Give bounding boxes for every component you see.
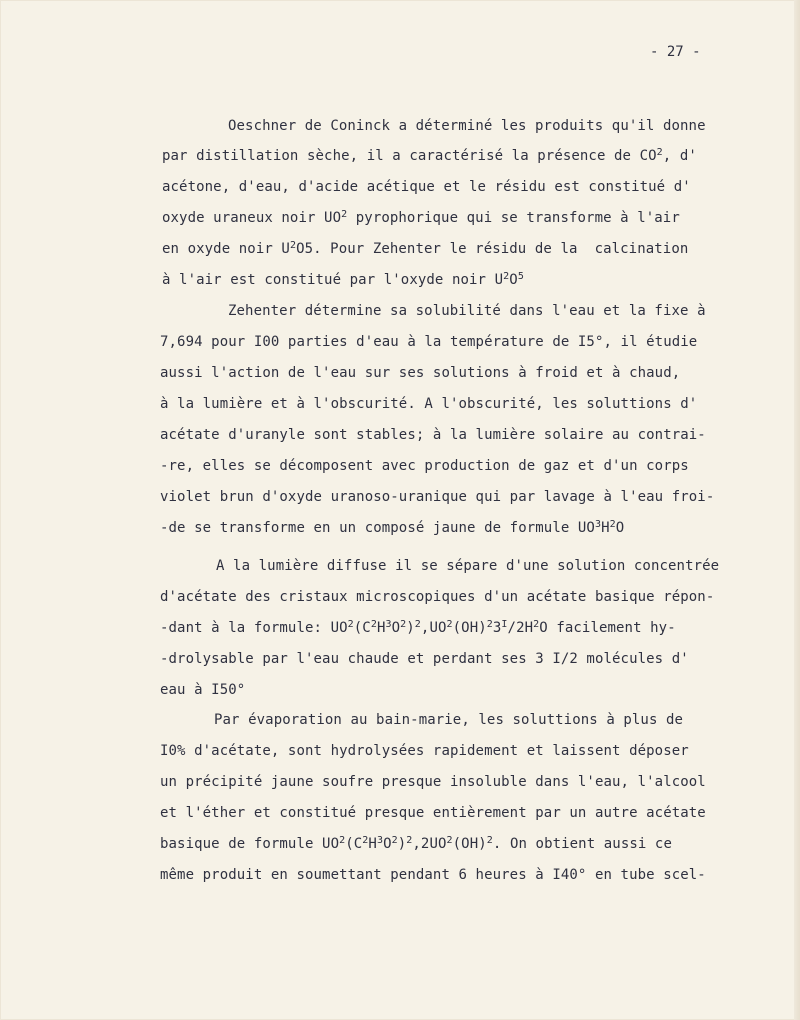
text-segment: oxyde uraneux noir UO [162,210,342,226]
text-segment: O [391,620,401,636]
page-number: - 27 - [650,44,701,60]
superscript: 2 [362,835,369,846]
text-segment: O facilement hy- [539,620,676,636]
superscript: 2 [414,619,421,630]
text-segment: , d' [662,148,697,164]
text-line [162,179,691,195]
superscript: 2 [486,619,493,630]
text-segment: acétate d'uranyle sont stables; à la lumière solaire au contrai- [160,427,706,443]
text-segment: même produit en soumettant pendant 6 heures à I40° en tube scel- [160,867,706,883]
text-line [162,148,697,164]
superscript: 2 [656,147,663,158]
text-segment: O [615,520,625,536]
text-line [162,210,680,226]
text-segment: basique de formule UO [160,836,340,852]
superscript: 2 [533,619,540,630]
superscript: 2 [503,271,510,282]
text-segment: -de se transforme en un composé jaune de formule UO [160,520,595,536]
text-line [160,427,706,443]
page-edge [794,0,800,1020]
superscript: 2 [347,619,354,630]
text-segment: pyrophorique qui se transforme à l'air [347,210,680,226]
text-segment: O [383,836,392,852]
text-line [160,682,245,698]
text-line [160,743,689,759]
text-line [160,396,697,412]
text-line [162,241,688,257]
text-segment: (OH) [452,836,487,852]
text-line [214,712,683,728]
text-line [160,867,706,883]
text-segment: /2H [507,620,534,636]
text-segment: A la lumière diffuse il se sépare d'une solution concentrée [216,558,720,574]
text-line [160,651,689,667]
text-line [160,458,689,474]
superscript: 5 [517,271,524,282]
text-segment: (C [345,836,363,852]
text-segment: -drolysable par l'eau chaude et perdant ses 3 I/2 molécules d' [160,651,689,667]
text-line [228,303,706,319]
text-segment: O [509,272,518,288]
text-segment: (C [353,620,371,636]
text-line [160,836,672,852]
text-segment: d'acétate des cristaux microscopiques d'un acétate basique répon- [160,589,715,605]
text-segment: ,UO [420,620,447,636]
text-segment: en oxyde noir U [162,241,290,257]
text-segment: Zehenter détermine sa solubilité dans l'eau et la fixe à [228,303,706,319]
text-segment: à la lumière et à l'obscurité. A l'obscurité, les soluttions d' [160,396,698,412]
text-segment: ,2UO [412,836,447,852]
text-segment: H [376,620,386,636]
text-segment: 7,694 pour I00 parties d'eau à la température de I5°, il étudie [160,334,698,350]
text-segment: un précipité jaune soufre presque insoluble dans l'eau, l'alcool [160,774,706,790]
text-segment: Oeschner de Coninck a déterminé les produits qu'il donne [228,118,706,134]
superscript: 2 [370,619,377,630]
text-segment: I0% d'acétate, sont hydrolysées rapidement et laissent déposer [160,743,689,759]
text-line [160,774,706,790]
superscript: 2 [446,619,453,630]
text-line [160,620,676,636]
text-segment: -dant à la formule: UO [160,620,348,636]
text-segment: -re, elles se décomposent avec production de gaz et d'un corps [160,458,689,474]
superscript: I [501,619,508,630]
text-segment: violet brun d'oxyde uranoso-uranique qui par lavage à l'eau froi- [160,489,715,505]
superscript: 2 [446,835,453,846]
superscript: 2 [486,835,493,846]
superscript: 2 [339,835,346,846]
text-line [160,489,714,505]
superscript: 3 [376,835,384,846]
text-segment: H [368,836,377,852]
superscript: 2 [609,519,616,530]
superscript: 2 [341,209,348,220]
text-line [162,272,524,288]
text-line [160,365,680,381]
text-segment: O5. Pour Zehenter le résidu de la calcination [296,241,689,257]
text-line [160,334,697,350]
text-segment: eau à I50° [160,682,246,698]
superscript: 3 [385,619,392,630]
superscript: 2 [400,619,407,630]
text-segment: et l'éther et constitué presque entièrement par un autre acétate [160,805,706,821]
text-line [160,520,624,536]
text-segment: Par évaporation au bain-marie, les soluttions à plus de [214,712,684,728]
text-segment: ) [406,620,415,636]
text-line [216,558,719,574]
text-segment: 3 [492,620,502,636]
text-segment: (OH) [452,620,487,636]
text-segment: . On obtient aussi ce [492,836,672,852]
superscript: 3 [594,519,602,530]
text-line [160,805,706,821]
text-segment: par distillation sèche, il a caractérisé la présence de CO [162,148,657,164]
text-segment: acétone, d'eau, d'acide acétique et le résidu est constitué d' [162,179,691,195]
text-line [160,589,714,605]
text-segment: à l'air est constitué par l'oxyde noir U [162,272,504,288]
superscript: 2 [391,835,398,846]
text-segment: H [601,520,610,536]
superscript: 2 [406,835,413,846]
text-segment: ) [397,836,407,852]
text-line [228,118,706,134]
text-segment: aussi l'action de l'eau sur ses solutions à froid et à chaud, [160,365,681,381]
superscript: 2 [289,240,297,251]
